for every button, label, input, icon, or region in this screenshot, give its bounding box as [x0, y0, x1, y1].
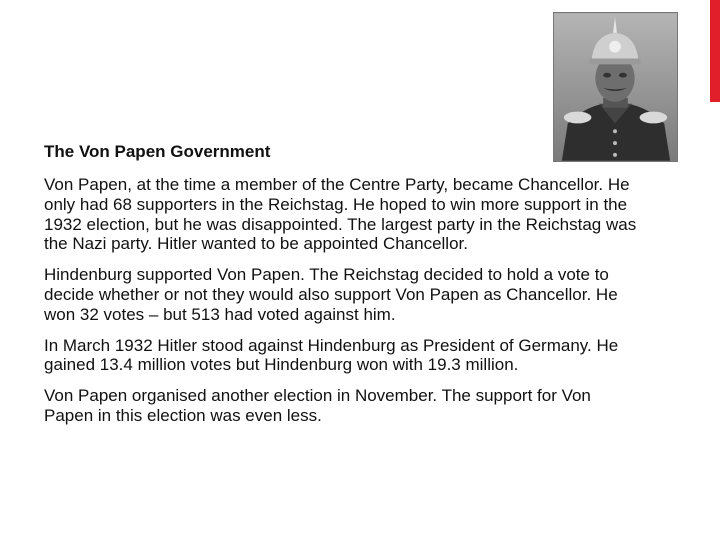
paragraph-chancellor: Von Papen, at the time a member of the Centre Party, became Chancellor. He only had 68 supporters in the Reichstag. He hoped to win more support in the 1932 election, but he was disappointed. The largest party in the Reichstag was the Nazi party. Hitler wanted to be appointed Chancellor. [44, 175, 637, 254]
portrait-photo-icon [553, 12, 678, 162]
paragraph-november-election: Von Papen organised another election in November. The support for Von Papen in this election was even less. [44, 386, 591, 425]
accent-bar [710, 0, 720, 102]
slide-title: The Von Papen Government [44, 142, 271, 161]
paragraph-reichstag-vote: Hindenburg supported Von Papen. The Reichstag decided to hold a vote to decide whether or not they would also support Von Papen as Chancellor. He won 32 votes – but 513 had voted against him. [44, 265, 618, 324]
slide-content [44, 142, 644, 437]
paragraph-presidential-election: In March 1932 Hitler stood against Hindenburg as President of Germany. He gained 13.4 million votes but Hindenburg won with 19.3 million. [44, 335, 619, 375]
